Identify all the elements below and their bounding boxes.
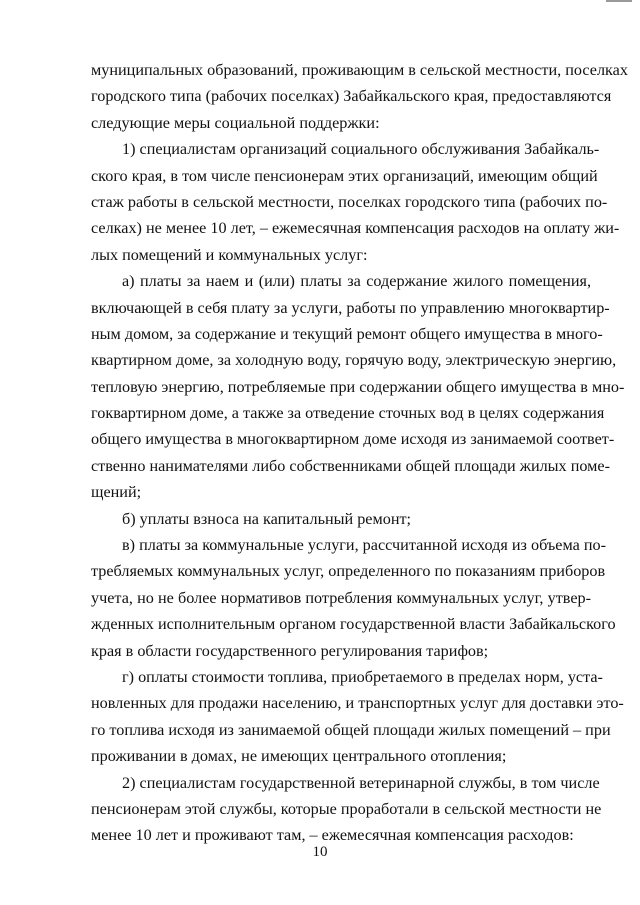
paragraph [91, 57, 628, 136]
text-line: требляемых коммунальных услуг, определенного по показаниям приборов [91, 562, 606, 581]
text-line: ственно нанимателями либо собственниками общей площади жилых поме- [91, 456, 610, 475]
text-line: стаж работы в сельской местности, поселках городского типа (рабочих по- [91, 192, 608, 211]
text-line: включающей в себя плату за услуги, работы по управлению многоквартир- [91, 298, 610, 317]
paragraph [91, 532, 616, 664]
paragraph [91, 664, 624, 770]
text-line: квартирном доме, за холодную воду, горячую воду, электрическую энергию, [91, 351, 617, 370]
text-line: 2) специалистам государственной ветеринарной службы, в том числе [122, 773, 600, 792]
text-line: учета, но не более нормативов потребления коммунальных услуг, утвер- [91, 588, 591, 607]
paragraph [91, 136, 620, 268]
text-line: щений; [91, 483, 142, 502]
text-line: менее 10 лет и проживают там, – ежемесячная компенсация расходов: [91, 826, 574, 845]
text-line: г) оплаты стоимости топлива, приобретаемого в пределах норм, уста- [122, 667, 603, 686]
text-line: лых помещений и коммунальных услуг: [91, 245, 368, 264]
text-line: в) платы за коммунальные услуги, рассчитанной исходя из объема по- [122, 536, 606, 555]
paragraph [91, 506, 591, 532]
text-line: тепловую энергию, потребляемые при содержании общего имущества в мно- [91, 377, 625, 396]
text-line: б) уплаты взноса на капитальный ремонт; [122, 509, 412, 528]
text-line: ского края, в том числе пенсионерам этих организаций, имеющим общий [91, 166, 598, 185]
text-line: общего имущества в многоквартирном доме исходя из занимаемой соответ- [91, 430, 615, 449]
text-line: новленных для продажи населению, и транспортных услуг для доставки это- [91, 694, 624, 713]
text-line: городского типа (рабочих поселках) Забайкальского края, предоставляются [91, 87, 612, 106]
page-number: 10 [312, 844, 328, 860]
corner-scan-mark [606, 0, 632, 5]
text-line: пенсионерам этой службы, которые проработали в сельской местности не [91, 799, 602, 818]
text-line: следующие меры социальной поддержки: [91, 113, 380, 132]
text-line: края в области государственного регулирования тарифов; [91, 641, 489, 660]
paragraph [91, 770, 602, 849]
text-line: гоквартирном доме, а также за отведение сточных вод в целях содержания [91, 404, 605, 423]
paragraph [91, 268, 625, 506]
text-line: жденных исполнительным органом государственной власти Забайкальского [91, 615, 616, 634]
text-line: селках) не менее 10 лет, – ежемесячная компенсация расходов на оплату жи- [91, 219, 620, 238]
text-line: 1) специалистам организаций социального обслуживания Забайкаль- [122, 140, 600, 159]
document-body [91, 57, 628, 849]
text-line: а) платы за наем и (или) платы за содержание жилого помещения, [122, 272, 591, 291]
text-line: го топлива исходя из занимаемой общей площади жилых помещений – при [91, 720, 611, 739]
text-line: ным домом, за содержание и текущий ремонт общего имущества в много- [91, 324, 603, 343]
text-line: муниципальных образований, проживающим в сельской местности, поселках [91, 61, 628, 79]
text-line: проживании в домах, не имеющих центрального отопления; [91, 747, 507, 766]
